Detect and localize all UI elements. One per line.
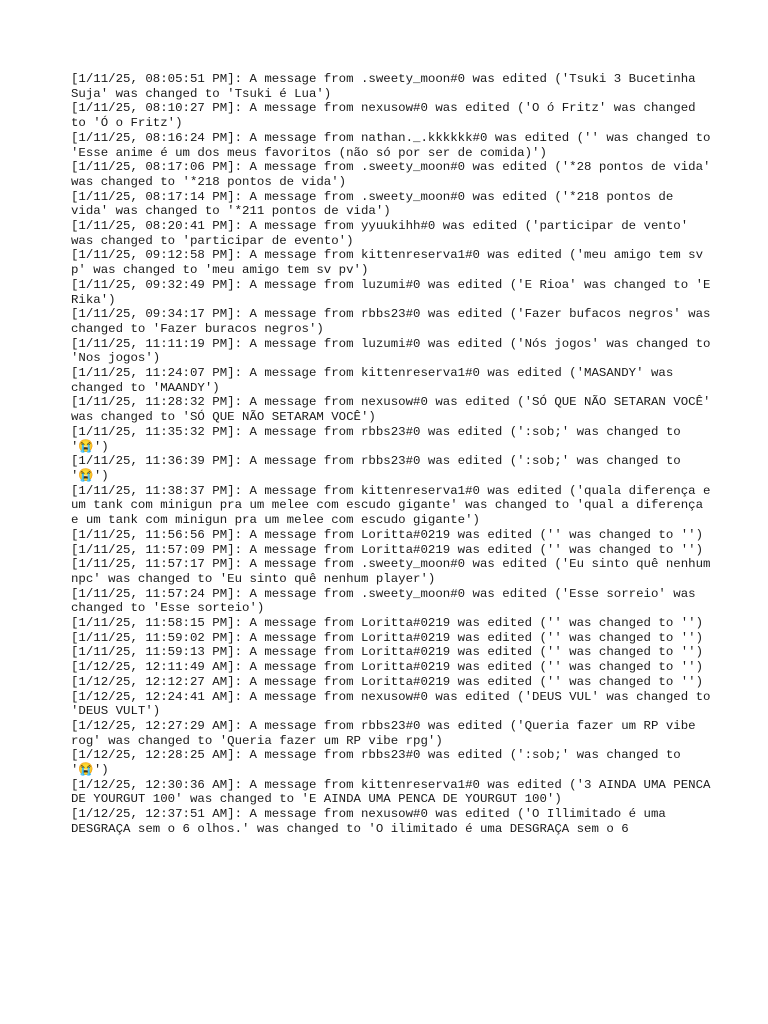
log-entry: [1/11/25, 11:28:32 PM]: A message from nexusow#0 was edited ('SÓ QUE NÃO SETARAN VOCÊ' was changed to 'SÓ QUE NÃO SETARAM VOCÊ') bbox=[71, 395, 711, 425]
log-entry: [1/11/25, 11:58:15 PM]: A message from Loritta#0219 was edited ('' was changed to '') bbox=[71, 616, 704, 631]
log-entry: [1/11/25, 09:34:17 PM]: A message from rbbs23#0 was edited ('Fazer bufacos negros' was changed to 'Fazer buracos negros') bbox=[71, 307, 711, 336]
log-entry: [1/11/25, 11:24:07 PM]: A message from kittenreserva1#0 was edited ('MASANDY' was changed to 'MAANDY') bbox=[71, 366, 674, 395]
log-entry: [1/11/25, 11:59:02 PM]: A message from Loritta#0219 was edited ('' was changed to '') bbox=[71, 630, 704, 645]
log-entry: [1/11/25, 09:12:58 PM]: A message from kittenreserva1#0 was edited ('meu amigo tem sv p' was changed to 'meu amigo tem sv pv') bbox=[71, 248, 704, 278]
log-entry: [1/11/25, 11:57:24 PM]: A message from .sweety_moon#0 was edited ('Esse sorreio' was changed to 'Esse sorteio') bbox=[71, 586, 696, 616]
log-entry: [1/12/25, 12:12:27 AM]: A message from Loritta#0219 was edited ('' was changed to '') bbox=[71, 674, 704, 689]
log-entry: [1/11/25, 11:57:17 PM]: A message from .sweety_moon#0 was edited ('Eu sinto quê nenhum npc' was changed to 'Eu sinto quê nenhum player') bbox=[71, 557, 711, 586]
log-entry: [1/12/25, 12:28:25 AM]: A message from rbbs23#0 was edited (':sob;' was changed to '😭') bbox=[71, 748, 681, 778]
log-entry: [1/11/25, 08:17:06 PM]: A message from .sweety_moon#0 was edited ('*28 pontos de vida' was changed to '*218 pontos de vida') bbox=[71, 160, 711, 189]
log-entry: [1/12/25, 12:27:29 AM]: A message from rbbs23#0 was edited ('Queria fazer um RP vibe rog' was changed to 'Queria fazer um RP vibe rpg') bbox=[71, 718, 696, 748]
log-entry: [1/11/25, 08:16:24 PM]: A message from nathan._.kkkkkk#0 was edited ('' was changed to 'Esse anime é um dos meus favoritos (não só por ser de comida)') bbox=[71, 130, 711, 160]
log-entry: [1/11/25, 11:56:56 PM]: A message from Loritta#0219 was edited ('' was changed to '') bbox=[71, 527, 704, 542]
log-entry: [1/12/25, 12:11:49 AM]: A message from Loritta#0219 was edited ('' was changed to '') bbox=[71, 660, 704, 675]
edit-log bbox=[71, 72, 711, 837]
log-entry: [1/11/25, 11:38:37 PM]: A message from kittenreserva1#0 was edited ('quala diferença e um tank com minigun pra um melee com escudo gigante' was changed to 'qual a diferença e um tank com minigun pra um melee com escudo gigante') bbox=[71, 483, 711, 528]
log-entry: [1/11/25, 11:35:32 PM]: A message from rbbs23#0 was edited (':sob;' was changed to '😭') bbox=[71, 424, 681, 454]
log-entry: [1/11/25, 11:59:13 PM]: A message from Loritta#0219 was edited ('' was changed to '') bbox=[71, 645, 704, 660]
log-entry: [1/11/25, 08:10:27 PM]: A message from nexusow#0 was edited ('O ó Fritz' was changed to 'Ó o Fritz') bbox=[71, 101, 696, 131]
log-entry: [1/11/25, 11:36:39 PM]: A message from rbbs23#0 was edited (':sob;' was changed to '😭') bbox=[71, 454, 681, 483]
log-entry: [1/12/25, 12:24:41 AM]: A message from nexusow#0 was edited ('DEUS VUL' was changed to 'DEUS VULT') bbox=[71, 689, 711, 719]
log-entry: [1/11/25, 11:11:19 PM]: A message from luzumi#0 was edited ('Nós jogos' was changed to 'Nos jogos') bbox=[71, 336, 711, 366]
log-entry: [1/11/25, 11:57:09 PM]: A message from Loritta#0219 was edited ('' was changed to '') bbox=[71, 542, 704, 557]
log-entry: [1/12/25, 12:37:51 AM]: A message from nexusow#0 was edited ('O Illimitado é uma DESGRAÇA sem o 6 olhos.' was changed to 'O ilimitado é uma DESGRAÇA sem o 6 bbox=[71, 807, 666, 836]
log-entry: [1/11/25, 08:20:41 PM]: A message from yyuukihh#0 was edited ('participar de vento' was changed to 'participar de evento') bbox=[71, 219, 689, 248]
log-entry: [1/12/25, 12:30:36 AM]: A message from kittenreserva1#0 was edited ('3 AINDA UMA PENCA DE YOURGUT 100' was changed to 'E AINDA UMA PENCA DE YOURGUT 100') bbox=[71, 777, 711, 807]
log-entry: [1/11/25, 09:32:49 PM]: A message from luzumi#0 was edited ('E Rioa' was changed to 'E Rika') bbox=[71, 277, 711, 307]
log-entry: [1/11/25, 08:17:14 PM]: A message from .sweety_moon#0 was edited ('*218 pontos de vida' was changed to '*211 pontos de vida') bbox=[71, 189, 674, 219]
log-entry: [1/11/25, 08:05:51 PM]: A message from .sweety_moon#0 was edited ('Tsuki 3 Bucetinha Suja' was changed to 'Tsuki é Lua') bbox=[71, 72, 696, 101]
